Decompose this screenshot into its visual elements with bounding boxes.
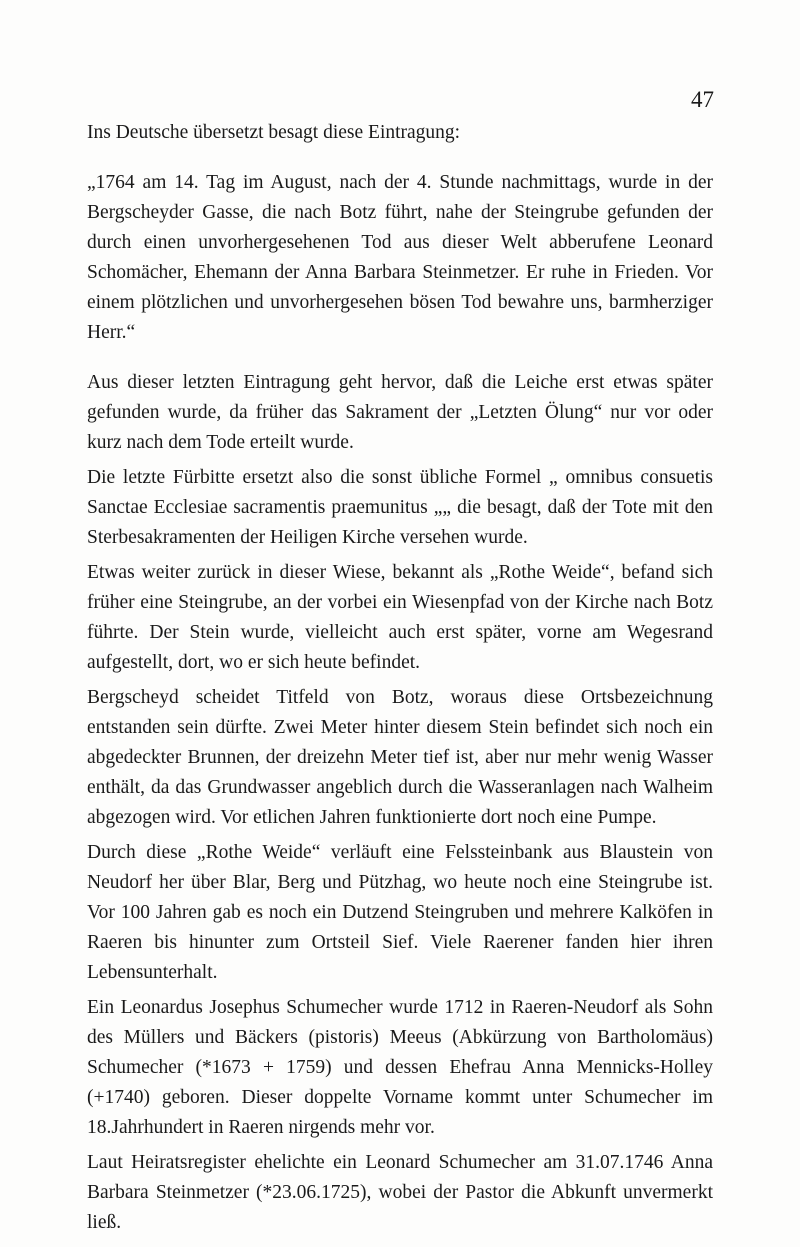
paragraph-formula: Die letzte Fürbitte ersetzt also die sonst übliche Formel „ omnibus consuetis Sanctae Ecclesiae sacramentis praemunitus „„ die besagt, daß der Tote mit den Sterbesakramenten der Heiligen Kirche versehen wurde.	[87, 467, 713, 548]
paragraph-schumecher-birth: Ein Leonardus Josephus Schumecher wurde 1712 in Raeren-Neudorf als Sohn des Müllers und Bäckers (pistoris) Meeus (Abkürzung von Bartholomäus) Schumecher (*1673 + 1759) und dessen Ehefrau Anna Mennicks-Holley (+1740) geboren. Dieser doppelte Vorname kommt unter Schumecher im 18.Jahrhundert in Raeren nirgends mehr vor.	[87, 997, 713, 1138]
paragraph-rothe-weide: Etwas weiter zurück in dieser Wiese, bekannt als „Rothe Weide“, befand sich früher eine Steingrube, an der vorbei ein Wiesenpfad von der Kirche nach Botz führte. Der Stein wurde, vielleicht auch erst später, vorne am Wegesrand aufgestellt, dort, wo er sich heute befindet.	[87, 562, 713, 673]
paragraph-intro: Ins Deutsche übersetzt besagt diese Eintragung:	[87, 122, 461, 143]
paragraph-felssteinbank: Durch diese „Rothe Weide“ verläuft eine Felssteinbank aus Blaustein von Neudorf her über Blar, Berg und Pützhag, wo heute noch eine Steingrube ist. Vor 100 Jahren gab es noch ein Dutzend Steingruben und mehrere Kalköfen in Raeren bis hinunter zum Ortsteil Sief. Viele Raerener fanden hier ihren Lebensunterhalt.	[87, 842, 713, 983]
paragraph-marriage-register: Laut Heiratsregister ehelichte ein Leonard Schumecher am 31.07.1746 Anna Barbara Steinmetzer (*23.06.1725), wobei der Pastor die Abkunft unvermerkt ließ.	[87, 1152, 713, 1233]
page-number: 47	[691, 87, 714, 112]
paragraph-bergscheyd: Bergscheyd scheidet Titfeld von Botz, woraus diese Ortsbezeichnung entstanden sein dürfte. Zwei Meter hinter diesem Stein befindet sich noch ein abgedeckter Brunnen, der dreizehn Meter tief ist, aber nur mehr wenig Wasser enthält, da das Grundwasser angeblich durch die Wasseranlagen nach Walheim abgezogen wird. Vor etlichen Jahren funktionierte dort noch eine Pumpe.	[87, 687, 713, 828]
body-text	[87, 118, 713, 1238]
paragraph-translation-quote: „1764 am 14. Tag im August, nach der 4. Stunde nachmittags, wurde in der Bergscheyder Gasse, die nach Botz führt, nahe der Steingrube gefunden der durch einen unvorhergesehenen Tod aus dieser Welt abberufene Leonard Schomächer, Ehemann der Anna Barbara Steinmetzer. Er ruhe in Frieden. Vor einem plötzlichen und unvorhergesehen bösen Tod bewahre uns, barmherziger Herr.“	[87, 172, 713, 343]
paragraph-late-discovery: Aus dieser letzten Eintragung geht hervor, daß die Leiche erst etwas später gefunden wurde, da früher das Sakrament der „Letzten Ölung“ nur vor oder kurz nach dem Tode erteilt wurde.	[87, 372, 713, 453]
